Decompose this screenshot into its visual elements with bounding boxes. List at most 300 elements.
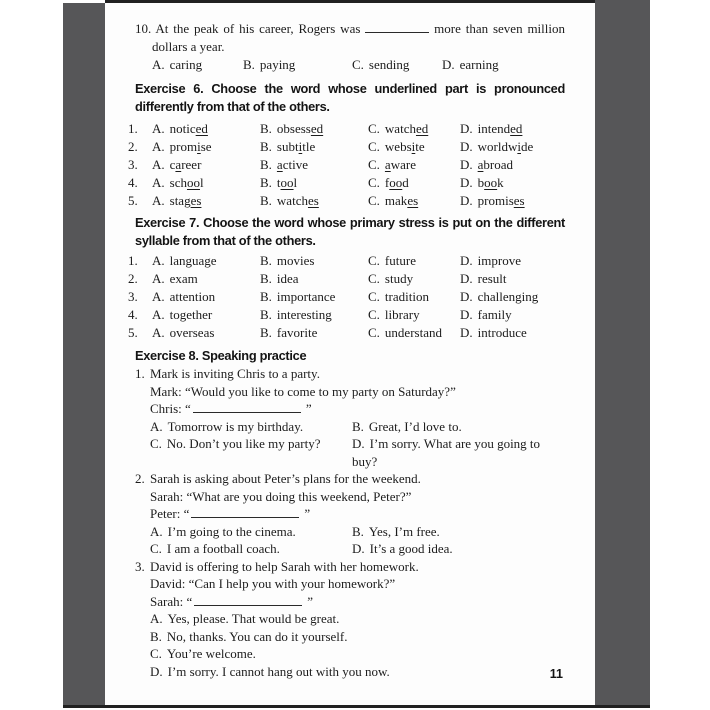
- speaking-options: [150, 523, 565, 558]
- option-label: B.: [260, 193, 272, 208]
- speaker-name: Sarah:: [150, 593, 184, 609]
- question-text-before-blank: At the peak of his career, Rogers was: [155, 21, 361, 36]
- reply-line: [150, 593, 565, 611]
- option-label: B.: [243, 57, 255, 72]
- speaking-item: [135, 558, 565, 681]
- page-bottom-edge-line: [63, 705, 650, 708]
- option-text: earning: [459, 57, 499, 72]
- open-quote: “: [185, 401, 191, 416]
- open-quote: “: [183, 506, 190, 521]
- option-label: D.: [460, 307, 473, 322]
- word-underlined-part: a: [175, 157, 182, 172]
- option: [150, 523, 352, 541]
- word-underlined-part: oo: [280, 175, 294, 190]
- option-text: Yes, I’m free.: [368, 523, 440, 539]
- word-prefix: webs: [384, 139, 412, 154]
- reply-line: [150, 505, 565, 523]
- option-text: future: [384, 253, 416, 268]
- option: [152, 174, 260, 192]
- scenario-text: Sarah is asking about Peter’s plans for the weekend.: [150, 471, 421, 486]
- option-word: [385, 121, 428, 136]
- dialog-line: [150, 383, 565, 401]
- stress-row: [128, 252, 565, 270]
- option-text: tradition: [384, 289, 429, 304]
- option-text: No. Don’t you like my party?: [166, 436, 321, 451]
- option-label: C.: [150, 646, 162, 661]
- page-number: 11: [549, 667, 563, 681]
- word-prefix: promis: [477, 193, 514, 208]
- speaking-options: [150, 418, 565, 471]
- option-text: importance: [276, 289, 336, 304]
- speaker-name: Mark:: [150, 383, 182, 399]
- option: [260, 306, 368, 324]
- question-10-line1: [135, 20, 565, 38]
- exercise-6-title-line1: Exercise 6. Choose the word whose underlined part is pronounced: [135, 81, 565, 96]
- option-text: understand: [384, 325, 442, 340]
- option-label: C.: [368, 157, 380, 172]
- option: [260, 324, 368, 342]
- option-text: caring: [169, 57, 203, 72]
- fill-in-blank: [365, 21, 429, 33]
- option: [150, 435, 352, 470]
- option: [152, 306, 260, 324]
- option-text: introduce: [477, 325, 527, 340]
- word-underlined-part: i: [411, 139, 416, 154]
- option-label: B.: [352, 418, 364, 434]
- speaker-quote: “Would you like to come to my party on Saturday?”: [185, 383, 456, 399]
- word-suffix: de: [520, 139, 534, 154]
- word-underlined-part: es: [190, 193, 202, 208]
- option: [460, 270, 565, 288]
- option-word: [170, 139, 212, 154]
- option-label: D.: [460, 289, 473, 304]
- option: [260, 192, 368, 210]
- option: [260, 174, 368, 192]
- option-text: sending: [368, 57, 410, 72]
- word-underlined-part: a: [276, 157, 283, 172]
- question-10-options: [135, 56, 565, 74]
- option-word: [277, 121, 323, 136]
- option-label: C.: [368, 193, 380, 208]
- option-label: A.: [150, 611, 163, 626]
- fill-in-blank: [194, 594, 302, 606]
- word-underlined-part: a: [477, 157, 484, 172]
- option: [152, 252, 260, 270]
- option: [150, 418, 352, 436]
- speaker-name: Sarah:: [150, 488, 184, 504]
- option-label: A.: [152, 307, 165, 322]
- item-number: 2.: [135, 471, 145, 486]
- word-prefix: mak: [384, 193, 408, 208]
- option: [368, 324, 460, 342]
- scenario-line: [135, 365, 565, 383]
- word-underlined-part: es: [307, 193, 319, 208]
- option-label: C.: [352, 57, 364, 72]
- row-number: 5.: [128, 193, 138, 208]
- option: [260, 120, 368, 138]
- option-label: B.: [260, 271, 272, 286]
- option-label: D.: [460, 175, 473, 190]
- option-text: idea: [276, 271, 299, 286]
- option-label: C.: [150, 436, 162, 451]
- option: [152, 288, 260, 306]
- word-prefix: f: [384, 175, 390, 190]
- option: [150, 610, 565, 628]
- option-text: It’s a good idea.: [369, 541, 453, 556]
- option-word: [478, 157, 513, 172]
- option: [460, 120, 565, 138]
- option-label: D.: [460, 193, 473, 208]
- option: [460, 138, 565, 156]
- word-suffix: broad: [483, 157, 514, 172]
- speaker-quote: “Can I help you with your homework?”: [188, 576, 396, 591]
- option-word: [478, 121, 523, 136]
- scenario-text: David is offering to help Sarah with her homework.: [150, 558, 419, 574]
- option: [460, 288, 565, 306]
- item-number: 3.: [135, 558, 145, 574]
- option-label: D.: [352, 541, 365, 556]
- word-prefix: watch: [384, 121, 416, 136]
- pronunciation-row: [128, 120, 565, 138]
- row-number: 5.: [128, 325, 138, 340]
- option-label: D.: [150, 663, 163, 679]
- word-prefix: prom: [169, 139, 198, 154]
- scenario-line: [135, 470, 565, 488]
- exercise-6-rows: [128, 120, 565, 210]
- fill-in-blank: [193, 401, 301, 413]
- pronunciation-row: [128, 156, 565, 174]
- option: [352, 435, 565, 470]
- option: [352, 418, 565, 436]
- option-label: A.: [150, 418, 163, 434]
- word-suffix: ware: [390, 157, 416, 172]
- option: [152, 56, 243, 74]
- word-underlined-part: es: [513, 193, 525, 208]
- stress-row: [128, 324, 565, 342]
- stress-row: [128, 288, 565, 306]
- option: [460, 156, 565, 174]
- option-text: study: [384, 271, 414, 286]
- option-text: improve: [477, 253, 521, 268]
- option: [243, 56, 352, 74]
- item-number: 1.: [135, 366, 145, 381]
- option-text: Yes, please. That would be great.: [167, 611, 340, 626]
- question-number: 10.: [135, 21, 152, 36]
- option-label: B.: [260, 307, 272, 322]
- option-text: interesting: [276, 307, 332, 322]
- option: [368, 288, 460, 306]
- option: [460, 324, 565, 342]
- option-label: B.: [260, 157, 272, 172]
- word-underlined-part: oo: [484, 175, 498, 190]
- speaking-item: [135, 365, 565, 470]
- option-label: D.: [460, 271, 473, 286]
- option-text: paying: [259, 57, 296, 72]
- speaking-options: [150, 610, 565, 680]
- option: [460, 306, 565, 324]
- option-label: A.: [152, 139, 165, 154]
- word-underlined-part: ed: [415, 121, 429, 136]
- option-label: C.: [368, 289, 380, 304]
- word-prefix: b: [477, 175, 485, 190]
- row-number: 2.: [128, 271, 138, 286]
- option-word: [170, 121, 208, 136]
- word-prefix: c: [169, 157, 176, 172]
- speaker-quote: “What are you doing this weekend, Peter?”: [186, 488, 412, 504]
- option-text: attention: [169, 289, 216, 304]
- speaker-name: David:: [150, 576, 186, 591]
- option: [368, 252, 460, 270]
- page-content: [105, 3, 595, 680]
- pronunciation-row: [128, 174, 565, 192]
- option-label: A.: [150, 523, 163, 539]
- option-text: Tomorrow is my birthday.: [167, 418, 304, 434]
- option: [260, 288, 368, 306]
- option-word: [478, 175, 504, 190]
- option-text: exam: [169, 271, 198, 286]
- left-backdrop-band: [63, 3, 105, 705]
- option-word: [170, 157, 202, 172]
- option-label: B.: [260, 325, 272, 340]
- option-text: library: [384, 307, 420, 322]
- option-label: B.: [260, 289, 272, 304]
- option: [152, 156, 260, 174]
- option: [260, 138, 368, 156]
- option-text: Great, I’d love to.: [368, 418, 462, 434]
- option-word: [277, 157, 308, 172]
- option: [152, 120, 260, 138]
- option: [368, 192, 460, 210]
- option: [460, 192, 565, 210]
- question-text-after-blank: more than seven million: [434, 21, 566, 36]
- exercise-8-title: Exercise 8. Speaking practice: [135, 348, 307, 363]
- option: [352, 56, 442, 74]
- question-10: [135, 20, 565, 74]
- row-number: 4.: [128, 307, 138, 322]
- option-text: I’m going to the cinema.: [167, 523, 296, 539]
- word-underlined-part: i: [517, 139, 521, 154]
- option-label: D.: [442, 57, 455, 72]
- word-underlined-part: a: [384, 157, 391, 172]
- option: [368, 270, 460, 288]
- option: [352, 540, 565, 558]
- option-label: A.: [152, 271, 165, 286]
- option-label: D.: [460, 121, 473, 136]
- word-suffix: se: [200, 139, 212, 154]
- option: [352, 523, 565, 541]
- exercise-6-section: [128, 80, 565, 210]
- option: [150, 663, 565, 681]
- document-page: [105, 0, 595, 705]
- option: [460, 252, 565, 270]
- word-prefix: sch: [169, 175, 187, 190]
- option-label: A.: [152, 253, 165, 268]
- word-suffix: l: [293, 175, 298, 190]
- option-label: C.: [368, 175, 380, 190]
- close-quote: ”: [307, 593, 314, 609]
- option: [150, 540, 352, 558]
- option: [152, 270, 260, 288]
- row-number: 2.: [128, 139, 138, 154]
- word-suffix: d: [402, 175, 409, 190]
- option-label: A.: [152, 289, 165, 304]
- word-underlined-part: i: [197, 139, 201, 154]
- open-quote: “: [186, 593, 193, 609]
- exercise-7-rows: [128, 252, 565, 342]
- exercise-7-title-line1: Exercise 7. Choose the word whose primary stress is put on the different: [135, 215, 565, 230]
- dialog-line: [150, 575, 565, 593]
- word-underlined-part: ed: [195, 121, 208, 136]
- option-text: I’m sorry. I cannot hang out with you now.: [167, 663, 390, 679]
- row-number: 3.: [128, 289, 138, 304]
- option: [260, 270, 368, 288]
- option-label: D.: [460, 325, 473, 340]
- word-prefix: subt: [276, 139, 299, 154]
- fill-in-blank: [191, 506, 299, 518]
- scenario-text: Mark is inviting Chris to a party.: [150, 366, 320, 381]
- option-text: together: [169, 307, 213, 322]
- option-word: [277, 175, 297, 190]
- option-label: A.: [152, 121, 165, 136]
- option-text: overseas: [169, 325, 215, 340]
- option-label: D.: [460, 139, 473, 154]
- option-text: result: [477, 271, 507, 286]
- option: [368, 174, 460, 192]
- right-backdrop-band: [595, 0, 650, 705]
- option: [260, 252, 368, 270]
- stress-row: [128, 270, 565, 288]
- pronunciation-row: [128, 192, 565, 210]
- reply-line: [150, 400, 565, 418]
- option-text: language: [169, 253, 217, 268]
- option: [368, 120, 460, 138]
- speaking-item: [135, 470, 565, 558]
- option-word: [277, 139, 315, 154]
- exercise-7-section: [128, 214, 565, 342]
- option-text: family: [477, 307, 512, 322]
- row-number: 1.: [128, 253, 138, 268]
- option-text: movies: [276, 253, 315, 268]
- word-suffix: l: [199, 175, 204, 190]
- word-underlined-part: ed: [510, 121, 523, 136]
- word-underlined-part: es: [407, 193, 419, 208]
- option-label: C.: [368, 307, 380, 322]
- word-suffix: tle: [302, 139, 316, 154]
- option: [150, 645, 565, 663]
- option-label: B.: [260, 121, 272, 136]
- option-word: [170, 193, 202, 208]
- word-suffix: ctive: [282, 157, 308, 172]
- option-label: C.: [150, 541, 162, 556]
- option-label: C.: [368, 271, 380, 286]
- option-word: [478, 139, 534, 154]
- exercise-8-section: [135, 347, 565, 680]
- word-underlined-part: ed: [310, 121, 324, 136]
- option-word: [277, 193, 319, 208]
- word-suffix: k: [497, 175, 504, 190]
- row-number: 1.: [128, 121, 138, 136]
- option-word: [385, 193, 418, 208]
- word-suffix: reer: [181, 157, 202, 172]
- word-prefix: intend: [477, 121, 511, 136]
- close-quote: ”: [304, 506, 311, 521]
- option: [368, 138, 460, 156]
- option-label: B.: [150, 628, 162, 644]
- option-text: I’m sorry. What are you going to buy?: [352, 436, 541, 469]
- exercise-7-title-line2: syllable from that of the others.: [135, 233, 316, 248]
- word-prefix: watch: [276, 193, 308, 208]
- option-label: B.: [352, 523, 364, 539]
- word-prefix: worldw: [477, 139, 518, 154]
- option: [460, 174, 565, 192]
- option-word: [478, 193, 525, 208]
- word-prefix: stag: [169, 193, 191, 208]
- word-underlined-part: oo: [389, 175, 403, 190]
- word-suffix: te: [415, 139, 425, 154]
- question-10-line2: dollars a year.: [152, 39, 225, 54]
- word-underlined-part: i: [298, 139, 303, 154]
- close-quote: ”: [305, 401, 312, 416]
- option-label: C.: [368, 253, 380, 268]
- option-word: [385, 139, 425, 154]
- option-word: [385, 175, 409, 190]
- option-label: D.: [352, 436, 365, 451]
- option-label: A.: [152, 193, 165, 208]
- word-prefix: obsess: [276, 121, 311, 136]
- option-label: B.: [260, 139, 272, 154]
- row-number: 3.: [128, 157, 138, 172]
- option-label: A.: [152, 57, 165, 72]
- option: [442, 56, 565, 74]
- word-underlined-part: oo: [186, 175, 200, 190]
- option-label: A.: [152, 157, 165, 172]
- option-label: A.: [152, 325, 165, 340]
- option-text: You’re welcome.: [166, 646, 256, 661]
- option: [152, 324, 260, 342]
- option-word: [170, 175, 204, 190]
- option-label: A.: [152, 175, 165, 190]
- exercise-6-title-line2: differently from that of the others.: [135, 99, 330, 114]
- speaker-name: Chris:: [150, 401, 182, 416]
- option: [368, 156, 460, 174]
- dialog-line: [150, 488, 565, 506]
- option-text: No, thanks. You can do it yourself.: [166, 628, 348, 644]
- option: [152, 192, 260, 210]
- option-word: [385, 157, 416, 172]
- stress-row: [128, 306, 565, 324]
- option-text: favorite: [276, 325, 318, 340]
- option-label: C.: [368, 325, 380, 340]
- option-label: D.: [460, 157, 473, 172]
- option-label: C.: [368, 121, 380, 136]
- row-number: 4.: [128, 175, 138, 190]
- pronunciation-row: [128, 138, 565, 156]
- speaker-name: Peter:: [150, 506, 181, 521]
- option-label: C.: [368, 139, 380, 154]
- scenario-line: [135, 558, 565, 576]
- option-text: challenging: [477, 289, 539, 304]
- option: [368, 306, 460, 324]
- word-prefix: notic: [169, 121, 196, 136]
- option-label: B.: [260, 253, 272, 268]
- option: [152, 138, 260, 156]
- word-prefix: t: [276, 175, 281, 190]
- option-text: I am a football coach.: [166, 541, 280, 556]
- option-label: B.: [260, 175, 272, 190]
- option-label: D.: [460, 253, 473, 268]
- option: [260, 156, 368, 174]
- option: [150, 628, 565, 646]
